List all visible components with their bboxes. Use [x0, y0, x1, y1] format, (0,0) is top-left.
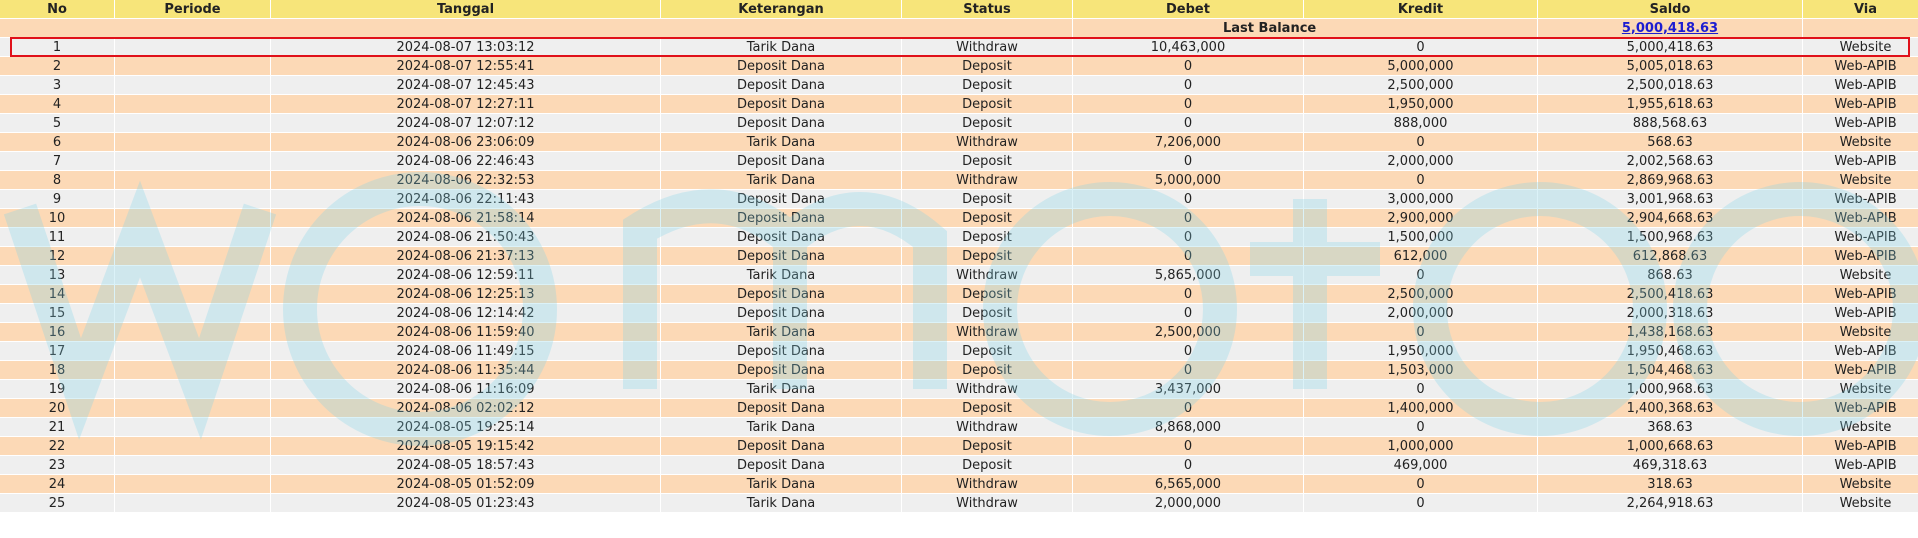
cell-debet: 3,437,000 [1073, 380, 1303, 398]
cell-via: Website [1803, 266, 1918, 284]
cell-tanggal: 2024-08-05 19:15:42 [271, 437, 660, 455]
cell-no: 12 [0, 247, 114, 265]
cell-saldo: 568.63 [1538, 133, 1802, 151]
cell-periode [115, 38, 270, 56]
cell-keterangan: Deposit Dana [661, 437, 901, 455]
cell-saldo: 2,904,668.63 [1538, 209, 1802, 227]
cell-debet: 0 [1073, 399, 1303, 417]
cell-tanggal: 2024-08-06 21:50:43 [271, 228, 660, 246]
table-row[interactable] [0, 190, 1918, 208]
cell-saldo: 2,500,018.63 [1538, 76, 1802, 94]
cell-saldo: 469,318.63 [1538, 456, 1802, 474]
cell-periode [115, 190, 270, 208]
cell-debet: 0 [1073, 209, 1303, 227]
cell-saldo: 1,950,468.63 [1538, 342, 1802, 360]
cell-debet: 0 [1073, 247, 1303, 265]
cell-debet: 0 [1073, 190, 1303, 208]
cell-status: Withdraw [902, 494, 1072, 512]
cell-kredit: 0 [1304, 38, 1537, 56]
cell-keterangan: Deposit Dana [661, 190, 901, 208]
cell-kredit: 612,000 [1304, 247, 1537, 265]
cell-periode [115, 266, 270, 284]
cell-keterangan: Tarik Dana [661, 475, 901, 493]
cell-kredit: 0 [1304, 380, 1537, 398]
cell-periode [115, 361, 270, 379]
cell-debet: 2,000,000 [1073, 494, 1303, 512]
cell-via: Website [1803, 323, 1918, 341]
table-row[interactable] [0, 418, 1918, 436]
cell-tanggal: 2024-08-05 19:25:14 [271, 418, 660, 436]
cell-kredit: 2,900,000 [1304, 209, 1537, 227]
cell-no: 22 [0, 437, 114, 455]
cell-saldo: 2,500,418.63 [1538, 285, 1802, 303]
cell-keterangan: Tarik Dana [661, 323, 901, 341]
cell-keterangan: Deposit Dana [661, 209, 901, 227]
cell-kredit: 2,500,000 [1304, 76, 1537, 94]
cell-saldo: 2,264,918.63 [1538, 494, 1802, 512]
table-row[interactable] [0, 76, 1918, 94]
table-header-row [0, 0, 1918, 18]
table-row[interactable] [0, 380, 1918, 398]
cell-keterangan: Deposit Dana [661, 247, 901, 265]
cell-no: 25 [0, 494, 114, 512]
cell-saldo: 5,000,418.63 [1538, 38, 1802, 56]
table-row[interactable] [0, 266, 1918, 284]
cell-periode [115, 475, 270, 493]
column-header-no[interactable]: No [0, 0, 114, 18]
cell-via: Web-APIB [1803, 152, 1918, 170]
cell-kredit: 2,000,000 [1304, 304, 1537, 322]
last-balance-value[interactable]: 5,000,418.63 [1538, 19, 1802, 37]
cell-keterangan: Deposit Dana [661, 114, 901, 132]
cell-tanggal: 2024-08-07 13:03:12 [271, 38, 660, 56]
cell-kredit: 2,500,000 [1304, 285, 1537, 303]
cell-status: Deposit [902, 304, 1072, 322]
cell-via: Web-APIB [1803, 361, 1918, 379]
cell-debet: 0 [1073, 361, 1303, 379]
cell-debet: 0 [1073, 76, 1303, 94]
cell-kredit: 1,400,000 [1304, 399, 1537, 417]
cell-no: 9 [0, 190, 114, 208]
cell-no: 8 [0, 171, 114, 189]
cell-via: Web-APIB [1803, 247, 1918, 265]
cell-tanggal: 2024-08-06 11:59:40 [271, 323, 660, 341]
cell-periode [115, 456, 270, 474]
cell-kredit: 1,503,000 [1304, 361, 1537, 379]
cell-keterangan: Tarik Dana [661, 266, 901, 284]
cell-tanggal: 2024-08-06 02:02:12 [271, 399, 660, 417]
cell-tanggal: 2024-08-05 18:57:43 [271, 456, 660, 474]
cell-keterangan: Deposit Dana [661, 304, 901, 322]
cell-kredit: 5,000,000 [1304, 57, 1537, 75]
cell-keterangan: Deposit Dana [661, 152, 901, 170]
cell-status: Deposit [902, 342, 1072, 360]
column-header-debet[interactable]: Debet [1073, 0, 1303, 18]
cell-status: Withdraw [902, 323, 1072, 341]
cell-saldo: 888,568.63 [1538, 114, 1802, 132]
cell-keterangan: Deposit Dana [661, 361, 901, 379]
cell-periode [115, 418, 270, 436]
cell-tanggal: 2024-08-06 12:25:13 [271, 285, 660, 303]
cell-no: 20 [0, 399, 114, 417]
cell-saldo: 318.63 [1538, 475, 1802, 493]
last-balance-label: Last Balance [1073, 19, 1537, 37]
cell-no: 14 [0, 285, 114, 303]
cell-via: Web-APIB [1803, 95, 1918, 113]
column-header-saldo[interactable]: Saldo [1538, 0, 1802, 18]
cell-saldo: 1,000,668.63 [1538, 437, 1802, 455]
cell-kredit: 0 [1304, 475, 1537, 493]
cell-via: Web-APIB [1803, 456, 1918, 474]
cell-kredit: 888,000 [1304, 114, 1537, 132]
cell-via: Web-APIB [1803, 228, 1918, 246]
cell-debet: 0 [1073, 456, 1303, 474]
cell-status: Deposit [902, 285, 1072, 303]
cell-no: 23 [0, 456, 114, 474]
column-header-via[interactable]: Via [1803, 0, 1918, 18]
cell-debet: 0 [1073, 437, 1303, 455]
cell-saldo: 1,400,368.63 [1538, 399, 1802, 417]
cell-debet: 5,000,000 [1073, 171, 1303, 189]
table-row[interactable] [0, 247, 1918, 265]
cell-debet: 0 [1073, 152, 1303, 170]
cell-status: Withdraw [902, 38, 1072, 56]
cell-via: Website [1803, 133, 1918, 151]
cell-tanggal: 2024-08-07 12:27:11 [271, 95, 660, 113]
cell-kredit: 2,000,000 [1304, 152, 1537, 170]
cell-no: 2 [0, 57, 114, 75]
cell-debet: 0 [1073, 304, 1303, 322]
cell-periode [115, 171, 270, 189]
cell-via: Web-APIB [1803, 285, 1918, 303]
cell-no: 3 [0, 76, 114, 94]
cell-kredit: 0 [1304, 133, 1537, 151]
cell-keterangan: Tarik Dana [661, 494, 901, 512]
cell-periode [115, 209, 270, 227]
table-row[interactable] [0, 285, 1918, 303]
cell-tanggal: 2024-08-06 12:59:11 [271, 266, 660, 284]
cell-status: Deposit [902, 361, 1072, 379]
last-balance-row [0, 19, 1918, 37]
cell-periode [115, 228, 270, 246]
cell-keterangan: Tarik Dana [661, 38, 901, 56]
cell-kredit: 3,000,000 [1304, 190, 1537, 208]
cell-status: Deposit [902, 399, 1072, 417]
cell-status: Withdraw [902, 418, 1072, 436]
cell-tanggal: 2024-08-06 11:16:09 [271, 380, 660, 398]
cell-keterangan: Tarik Dana [661, 418, 901, 436]
cell-periode [115, 57, 270, 75]
cell-via: Web-APIB [1803, 399, 1918, 417]
table-row[interactable] [0, 323, 1918, 341]
cell-periode [115, 494, 270, 512]
cell-status: Deposit [902, 456, 1072, 474]
cell-via: Web-APIB [1803, 437, 1918, 455]
cell-periode [115, 342, 270, 360]
cell-no: 11 [0, 228, 114, 246]
cell-debet: 0 [1073, 57, 1303, 75]
cell-kredit: 0 [1304, 418, 1537, 436]
cell-kredit: 0 [1304, 266, 1537, 284]
cell-status: Withdraw [902, 133, 1072, 151]
cell-saldo: 1,504,468.63 [1538, 361, 1802, 379]
cell-saldo: 1,000,968.63 [1538, 380, 1802, 398]
cell-via: Web-APIB [1803, 57, 1918, 75]
cell-no: 21 [0, 418, 114, 436]
table-row[interactable] [0, 304, 1918, 322]
cell-status: Withdraw [902, 475, 1072, 493]
cell-status: Withdraw [902, 266, 1072, 284]
cell-saldo: 2,002,568.63 [1538, 152, 1802, 170]
cell-kredit: 0 [1304, 494, 1537, 512]
cell-via: Website [1803, 418, 1918, 436]
cell-saldo: 2,000,318.63 [1538, 304, 1802, 322]
cell-keterangan: Deposit Dana [661, 76, 901, 94]
cell-via: Web-APIB [1803, 304, 1918, 322]
cell-tanggal: 2024-08-06 22:46:43 [271, 152, 660, 170]
cell-keterangan: Deposit Dana [661, 285, 901, 303]
cell-saldo: 868.63 [1538, 266, 1802, 284]
cell-kredit: 1,500,000 [1304, 228, 1537, 246]
cell-status: Deposit [902, 437, 1072, 455]
cell-debet: 0 [1073, 95, 1303, 113]
cell-status: Deposit [902, 95, 1072, 113]
cell-periode [115, 285, 270, 303]
cell-saldo: 3,001,968.63 [1538, 190, 1802, 208]
table-row[interactable] [0, 95, 1918, 113]
cell-no: 19 [0, 380, 114, 398]
cell-tanggal: 2024-08-06 21:37:13 [271, 247, 660, 265]
cell-tanggal: 2024-08-07 12:55:41 [271, 57, 660, 75]
table-row[interactable] [0, 228, 1918, 246]
cell-periode [115, 133, 270, 151]
cell-via: Web-APIB [1803, 114, 1918, 132]
cell-periode [115, 399, 270, 417]
cell-via: Web-APIB [1803, 76, 1918, 94]
column-header-kredit[interactable]: Kredit [1304, 0, 1537, 18]
cell-no: 13 [0, 266, 114, 284]
cell-no: 4 [0, 95, 114, 113]
cell-kredit: 0 [1304, 171, 1537, 189]
cell-debet: 0 [1073, 285, 1303, 303]
cell-tanggal: 2024-08-06 23:06:09 [271, 133, 660, 151]
cell-periode [115, 76, 270, 94]
cell-via: Web-APIB [1803, 342, 1918, 360]
cell-keterangan: Deposit Dana [661, 228, 901, 246]
cell-kredit: 1,950,000 [1304, 95, 1537, 113]
cell-status: Withdraw [902, 171, 1072, 189]
cell-tanggal: 2024-08-06 22:32:53 [271, 171, 660, 189]
cell-tanggal: 2024-08-07 12:45:43 [271, 76, 660, 94]
cell-debet: 0 [1073, 342, 1303, 360]
cell-tanggal: 2024-08-06 11:49:15 [271, 342, 660, 360]
cell-keterangan: Deposit Dana [661, 57, 901, 75]
cell-no: 5 [0, 114, 114, 132]
cell-debet: 0 [1073, 114, 1303, 132]
cell-debet: 8,868,000 [1073, 418, 1303, 436]
cell-saldo: 5,005,018.63 [1538, 57, 1802, 75]
table-row[interactable] [0, 209, 1918, 227]
cell-no: 18 [0, 361, 114, 379]
cell-status: Deposit [902, 152, 1072, 170]
cell-status: Withdraw [902, 380, 1072, 398]
cell-keterangan: Deposit Dana [661, 399, 901, 417]
cell-periode [115, 95, 270, 113]
cell-debet: 0 [1073, 228, 1303, 246]
table-row[interactable] [0, 114, 1918, 132]
table-row[interactable] [0, 152, 1918, 170]
cell-kredit: 469,000 [1304, 456, 1537, 474]
cell-kredit: 1,950,000 [1304, 342, 1537, 360]
table-row[interactable] [0, 437, 1918, 455]
table-row[interactable] [0, 171, 1918, 189]
column-header-tanggal[interactable]: Tanggal [271, 0, 660, 18]
cell-status: Deposit [902, 76, 1072, 94]
table-row[interactable] [0, 57, 1918, 75]
cell-periode [115, 323, 270, 341]
last-balance-spacer [0, 19, 1072, 37]
cell-periode [115, 437, 270, 455]
cell-tanggal: 2024-08-06 22:11:43 [271, 190, 660, 208]
cell-periode [115, 247, 270, 265]
cell-periode [115, 304, 270, 322]
table-row[interactable] [0, 38, 1918, 56]
table-row[interactable] [0, 494, 1918, 512]
cell-debet: 2,500,000 [1073, 323, 1303, 341]
cell-debet: 7,206,000 [1073, 133, 1303, 151]
table-row[interactable] [0, 475, 1918, 493]
cell-via: Web-APIB [1803, 209, 1918, 227]
cell-status: Deposit [902, 247, 1072, 265]
cell-tanggal: 2024-08-06 21:58:14 [271, 209, 660, 227]
cell-via: Website [1803, 494, 1918, 512]
cell-no: 17 [0, 342, 114, 360]
cell-saldo: 2,869,968.63 [1538, 171, 1802, 189]
cell-debet: 10,463,000 [1073, 38, 1303, 56]
column-header-keterangan[interactable]: Keterangan [661, 0, 901, 18]
cell-status: Deposit [902, 114, 1072, 132]
cell-tanggal: 2024-08-06 12:14:42 [271, 304, 660, 322]
cell-debet: 6,565,000 [1073, 475, 1303, 493]
cell-keterangan: Tarik Dana [661, 171, 901, 189]
cell-keterangan: Deposit Dana [661, 342, 901, 360]
table-row[interactable] [0, 361, 1918, 379]
cell-via: Web-APIB [1803, 190, 1918, 208]
cell-via: Website [1803, 171, 1918, 189]
cell-keterangan: Tarik Dana [661, 380, 901, 398]
cell-periode [115, 380, 270, 398]
cell-debet: 5,865,000 [1073, 266, 1303, 284]
cell-saldo: 1,500,968.63 [1538, 228, 1802, 246]
cell-status: Deposit [902, 228, 1072, 246]
table-row[interactable] [0, 399, 1918, 417]
cell-kredit: 0 [1304, 323, 1537, 341]
cell-via: Website [1803, 38, 1918, 56]
table-row[interactable] [0, 456, 1918, 474]
cell-saldo: 612,868.63 [1538, 247, 1802, 265]
cell-keterangan: Tarik Dana [661, 133, 901, 151]
column-header-status[interactable]: Status [902, 0, 1072, 18]
cell-no: 24 [0, 475, 114, 493]
cell-periode [115, 114, 270, 132]
cell-via: Website [1803, 380, 1918, 398]
cell-no: 1 [0, 38, 114, 56]
cell-status: Deposit [902, 190, 1072, 208]
table-row[interactable] [0, 133, 1918, 151]
cell-status: Deposit [902, 57, 1072, 75]
cell-no: 7 [0, 152, 114, 170]
cell-tanggal: 2024-08-07 12:07:12 [271, 114, 660, 132]
cell-kredit: 1,000,000 [1304, 437, 1537, 455]
cell-keterangan: Deposit Dana [661, 95, 901, 113]
cell-no: 15 [0, 304, 114, 322]
cell-status: Deposit [902, 209, 1072, 227]
cell-no: 10 [0, 209, 114, 227]
cell-tanggal: 2024-08-05 01:23:43 [271, 494, 660, 512]
cell-no: 6 [0, 133, 114, 151]
cell-saldo: 368.63 [1538, 418, 1802, 436]
cell-no: 16 [0, 323, 114, 341]
cell-saldo: 1,438,168.63 [1538, 323, 1802, 341]
last-balance-via-empty [1803, 19, 1918, 37]
cell-via: Website [1803, 475, 1918, 493]
cell-tanggal: 2024-08-06 11:35:44 [271, 361, 660, 379]
table-row[interactable] [0, 342, 1918, 360]
cell-keterangan: Deposit Dana [661, 456, 901, 474]
cell-tanggal: 2024-08-05 01:52:09 [271, 475, 660, 493]
cell-periode [115, 152, 270, 170]
cell-saldo: 1,955,618.63 [1538, 95, 1802, 113]
column-header-periode[interactable]: Periode [115, 0, 270, 18]
